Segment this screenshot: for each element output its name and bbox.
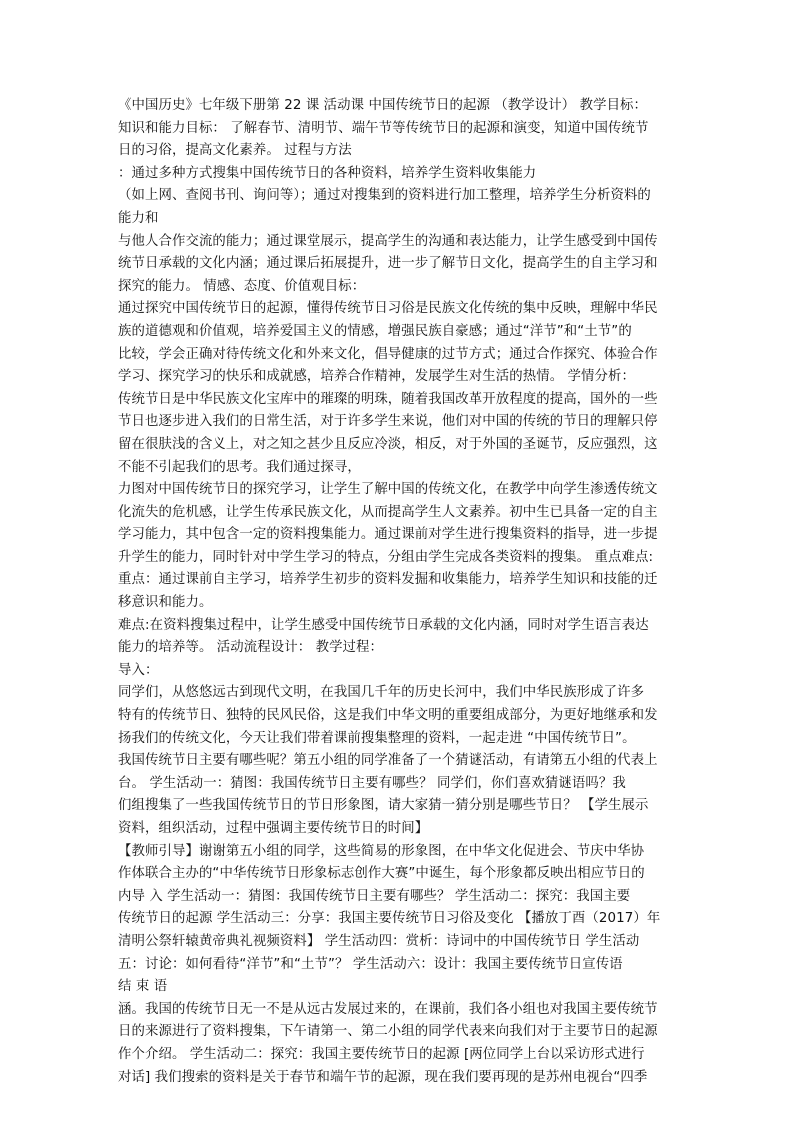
text-line: 力图对中国传统节日的探究学习，让学生了解中国的传统文化，在教学中向学生渗透传统文 (118, 482, 658, 498)
text-line: 能力的培养等。 活动流程设计： 教学过程： (118, 640, 384, 656)
text-line: 内导 入 学生活动一：猜图：我国传统节日主要有哪些？ 学生活动二：探究：我国主要 (118, 888, 631, 904)
text-line: 对话] 我们搜索的资料是关于春节和端午节的起源，现在我们要再现的是苏州电视台“四季 (118, 1069, 648, 1085)
text-line: 能力和 (118, 210, 159, 226)
text-line: 【教师引导】谢谢第五小组的同学，这些简易的形象图，在中华文化促进会、节庆中华协 (118, 843, 645, 859)
text-line: 台。 学生活动一：猜图：我国传统节日主要有哪些？ 同学们，你们喜欢猜谜语吗？我 (118, 775, 626, 791)
text-line: 们组搜集了一些我国传统节日的节日形象图，请大家猜一猜分别是哪些节日？ 【学生展示 (118, 798, 649, 814)
text-line: 留在很肤浅的含义上，对之知之甚少且反应冷淡，相反，对于外国的圣诞节，反应强烈，这 (118, 436, 658, 452)
text-line: 不能不引起我们的思考。我们通过探寻， (118, 459, 361, 475)
text-line: 扬我们的传统文化，今天让我们带着课前搜集整理的资料，一起走进 “中国传统节日”。 (118, 730, 636, 746)
text-line: 《中国历史》七年级下册第 22 课 活动课 中国传统节日的起源 （教学设计） 教学目标： (118, 98, 648, 113)
text-line: ：通过多种方式搜集中国传统节日的各种资料，培养学生资料收集能力 (118, 165, 537, 181)
text-line: 资料，组织活动，过程中强调主要传统节日的时间】 (118, 821, 429, 836)
text-line: （如上网、查阅书刊、询问等）；通过对搜集到的资料进行加工整理，培养学生分析资料的 (118, 188, 651, 204)
text-line: 探究的能力。 情感、态度、价值观目标： (118, 278, 366, 294)
text-line: 通过探究中国传统节日的起源，懂得传统节日习俗是民族文化传统的集中反映，理解中华民 (118, 301, 658, 317)
text-line: 知识和能力目标： 了解春节、清明节、端午节等传统节日的起源和演变，知道中国传统节 (118, 120, 649, 136)
text-line: 我国传统节日主要有哪些呢？第五小组的同学准备了一个猜谜活动，有请第五小组的代表上 (118, 753, 658, 769)
text-line: 清明公祭轩辕黄帝典礼视频资料】 学生活动四：赏析：诗词中的中国传统节日 学生活动 (118, 933, 640, 949)
text-line: 导入： (118, 662, 159, 678)
text-line: 学习能力，其中包含一定的资料搜集能力。通过课前对学生进行搜集资料的指导，进一步提 (118, 527, 658, 543)
text-line: 学习、探究学习的快乐和成就感，培养合作精神，发展学生对生活的热情。 学情分析： (118, 369, 635, 385)
text-line: 传统节日的起源 学生活动三：分享：我国主要传统节日习俗及变化 【播放丁酉（2017）年 (118, 911, 661, 927)
text-line: 同学们，从悠悠远古到现代文明，在我国几千年的历史长河中，我们中华民族形成了许多 (118, 685, 645, 701)
text-line: 作个介绍。 学生活动二：探究：我国主要传统节日的起源 [两位同学上台以采访形式进行 (118, 1046, 645, 1062)
text-line: 比较，学会正确对待传统文化和外来文化，倡导健康的过节方式；通过合作探究、体验合作 (118, 346, 658, 362)
text-line: 节日也逐步进入我们的日常生活，对于许多学生来说，他们对中国的传统的节日的理解只停 (118, 414, 658, 430)
text-line: 族的道德观和价值观，培养爱国主义的情感，增强民族自豪感；通过“洋节”和“土节”的 (118, 323, 632, 339)
text-line: 日的来源进行了资料搜集，下午请第一、第二小组的同学代表来向我们对于主要节日的起源 (118, 1024, 658, 1040)
text-line: 特有的传统节日、独特的民风民俗，这是我们中华文明的重要组成部分，为更好地继承和发 (118, 708, 658, 724)
text-line: 移意识和能力。 (118, 595, 213, 611)
text-line: 与他人合作交流的能力；通过课堂展示，提高学生的沟通和表达能力，让学生感受到中国传 (118, 233, 658, 249)
text-line: 重点：通过课前自主学习，培养学生初步的资料发掘和收集能力，培养学生知识和技能的迁 (118, 572, 658, 588)
text-line: 统节日承载的文化内涵；通过课后拓展提升，进一步了解节日文化，提高学生的自主学习和 (118, 256, 658, 272)
text-line: 化流失的危机感，让学生传承民族文化，从而提高学生人文素养。初中生已具备一定的自主 (118, 504, 658, 520)
text-line: 五：讨论：如何看待“洋节”和“土节”？ 学生活动六：设计：我国主要传统节日宣传语 (118, 956, 623, 972)
text-line: 作体联合主办的“中华传统节日形象标志创作大赛”中诞生，每个形象都反映出相应节日的 (118, 866, 645, 882)
text-line: 难点:在资料搜集过程中，让学生感受中国传统节日承载的文化内涵，同时对学生语言表达 (118, 617, 649, 633)
text-line: 结 束 语 (118, 979, 168, 995)
text-line: 涵。我国的传统节日无一不是从远古发展过来的，在课前，我们各小组也对我国主要传统节 (118, 1001, 658, 1017)
text-line: 日的习俗，提高文化素养。 过程与方法 (118, 143, 352, 159)
text-line: 升学生的能力，同时针对中学生学习的特点，分组由学生完成各类资料的搜集。 重点难点: (118, 549, 654, 565)
text-line: 传统节日是中华民族文化宝库中的璀璨的明珠，随着我国改革开放程度的提高，国外的一些 (118, 391, 658, 407)
document-body (118, 95, 676, 1089)
